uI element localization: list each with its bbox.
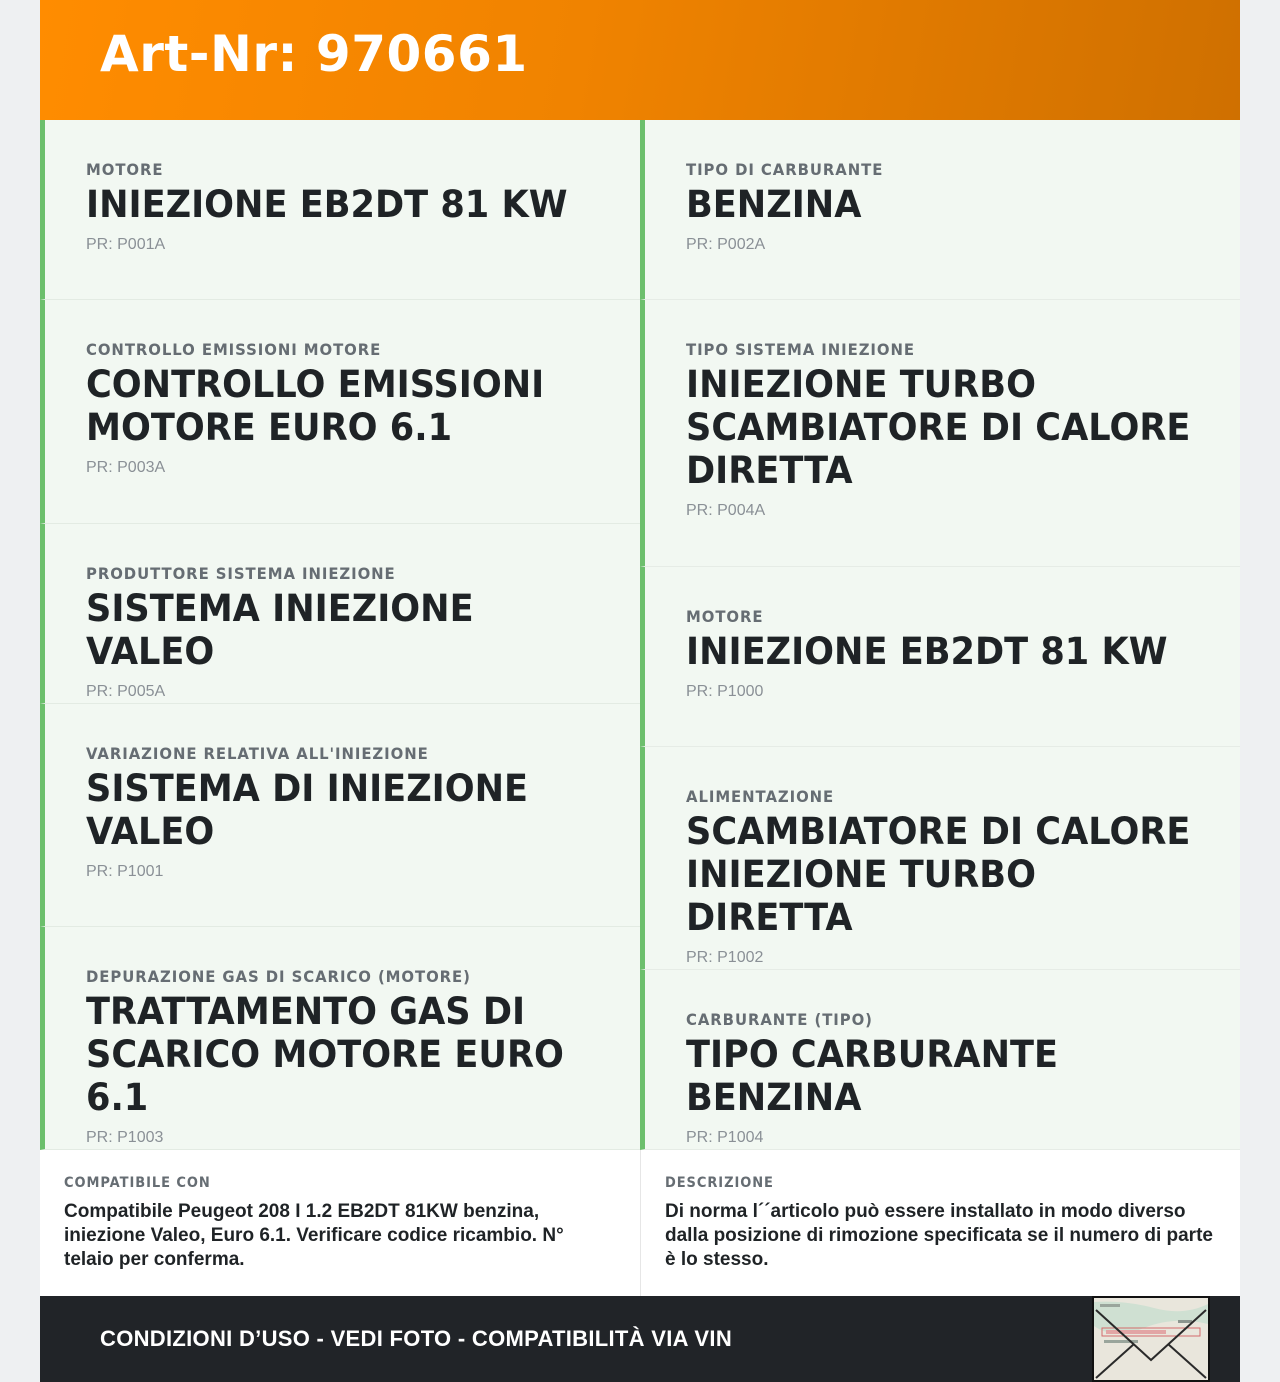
- spec-code: PR: P002A: [686, 236, 766, 253]
- description-box: [640, 1150, 1240, 1296]
- spec-cell: [640, 747, 1240, 970]
- spec-code: PR: P1000: [686, 683, 764, 700]
- description-text: Di norma l´´articolo può essere installato in modo diverso dalla posizione di rimozione specificata se il numero di parte è lo stesso.: [665, 1201, 1213, 1270]
- spec-code: PR: P003A: [86, 459, 166, 476]
- spec-label: PRODUTTORE SISTEMA INIEZIONE: [86, 564, 396, 583]
- spec-value: SISTEMA INIEZIONE VALEO: [86, 587, 474, 673]
- spec-cell: [40, 927, 640, 1150]
- envelope-photo-icon: [1094, 1298, 1208, 1380]
- spec-value: INIEZIONE TURBO SCAMBIATORE DI CALORE DIRETTA: [686, 363, 1191, 492]
- spec-cell: [640, 970, 1240, 1150]
- spec-cell: [640, 300, 1240, 567]
- spec-column-right: [640, 120, 1240, 1150]
- spec-code: PR: P001A: [86, 236, 166, 253]
- spec-grid: [40, 120, 1240, 1150]
- spec-code: PR: P004A: [686, 502, 766, 519]
- spec-label: MOTORE: [686, 607, 764, 626]
- description-label: DESCRIZIONE: [665, 1175, 774, 1191]
- spec-cell: [40, 704, 640, 927]
- spec-value: BENZINA: [686, 183, 862, 226]
- header-banner: [40, 0, 1240, 120]
- document-photo-thumbnail[interactable]: [1092, 1296, 1210, 1382]
- spec-label: ALIMENTAZIONE: [686, 787, 835, 806]
- spec-value: TRATTAMENTO GAS DI SCARICO MOTORE EURO 6.1: [86, 990, 564, 1119]
- spec-label: TIPO DI CARBURANTE: [686, 160, 884, 179]
- compatibility-text: Compatibile Peugeot 208 I 1.2 EB2DT 81KW benzina, iniezione Valeo, Euro 6.1. Verificare codice ricambio. N° telaio per conferma.: [64, 1201, 564, 1270]
- spec-cell: [40, 300, 640, 524]
- compatibility-label: COMPATIBILE CON: [64, 1175, 211, 1191]
- spec-cell: [40, 524, 640, 704]
- article-number-title: Art-Nr: 970661: [100, 25, 528, 83]
- spec-value: INIEZIONE EB2DT 81 KW: [86, 183, 568, 226]
- footer-bar: [40, 1296, 1240, 1382]
- spec-cell: [640, 120, 1240, 300]
- spec-cell: [640, 567, 1240, 747]
- spec-value: INIEZIONE EB2DT 81 KW: [686, 630, 1168, 673]
- compatibility-box: [40, 1150, 640, 1296]
- spec-label: CARBURANTE (TIPO): [686, 1010, 873, 1029]
- info-section: [40, 1150, 1240, 1297]
- spec-value: TIPO CARBURANTE BENZINA: [686, 1033, 1059, 1119]
- spec-label: MOTORE: [86, 160, 164, 179]
- spec-label: DEPURAZIONE GAS DI SCARICO (MOTORE): [86, 967, 471, 986]
- spec-value: SISTEMA DI INIEZIONE VALEO: [86, 767, 529, 853]
- spec-code: PR: P005A: [86, 683, 166, 700]
- spec-code: PR: P1001: [86, 863, 164, 880]
- spec-cell: [40, 120, 640, 300]
- footer-text: CONDIZIONI D’USO - VEDI FOTO - COMPATIBILITÀ VIA VIN: [100, 1326, 733, 1351]
- spec-column-left: [40, 120, 640, 1150]
- spec-label: CONTROLLO EMISSIONI MOTORE: [86, 340, 382, 359]
- spec-code: PR: P1003: [86, 1129, 164, 1146]
- spec-value: CONTROLLO EMISSIONI MOTORE EURO 6.1: [86, 363, 545, 449]
- spec-code: PR: P1004: [686, 1129, 764, 1146]
- spec-code: PR: P1002: [686, 949, 764, 966]
- spec-label: TIPO SISTEMA INIEZIONE: [686, 340, 915, 359]
- spec-value: SCAMBIATORE DI CALORE INIEZIONE TURBO DIRETTA: [686, 810, 1191, 939]
- spec-label: VARIAZIONE RELATIVA ALL'INIEZIONE: [86, 744, 429, 763]
- page: [40, 0, 1240, 1382]
